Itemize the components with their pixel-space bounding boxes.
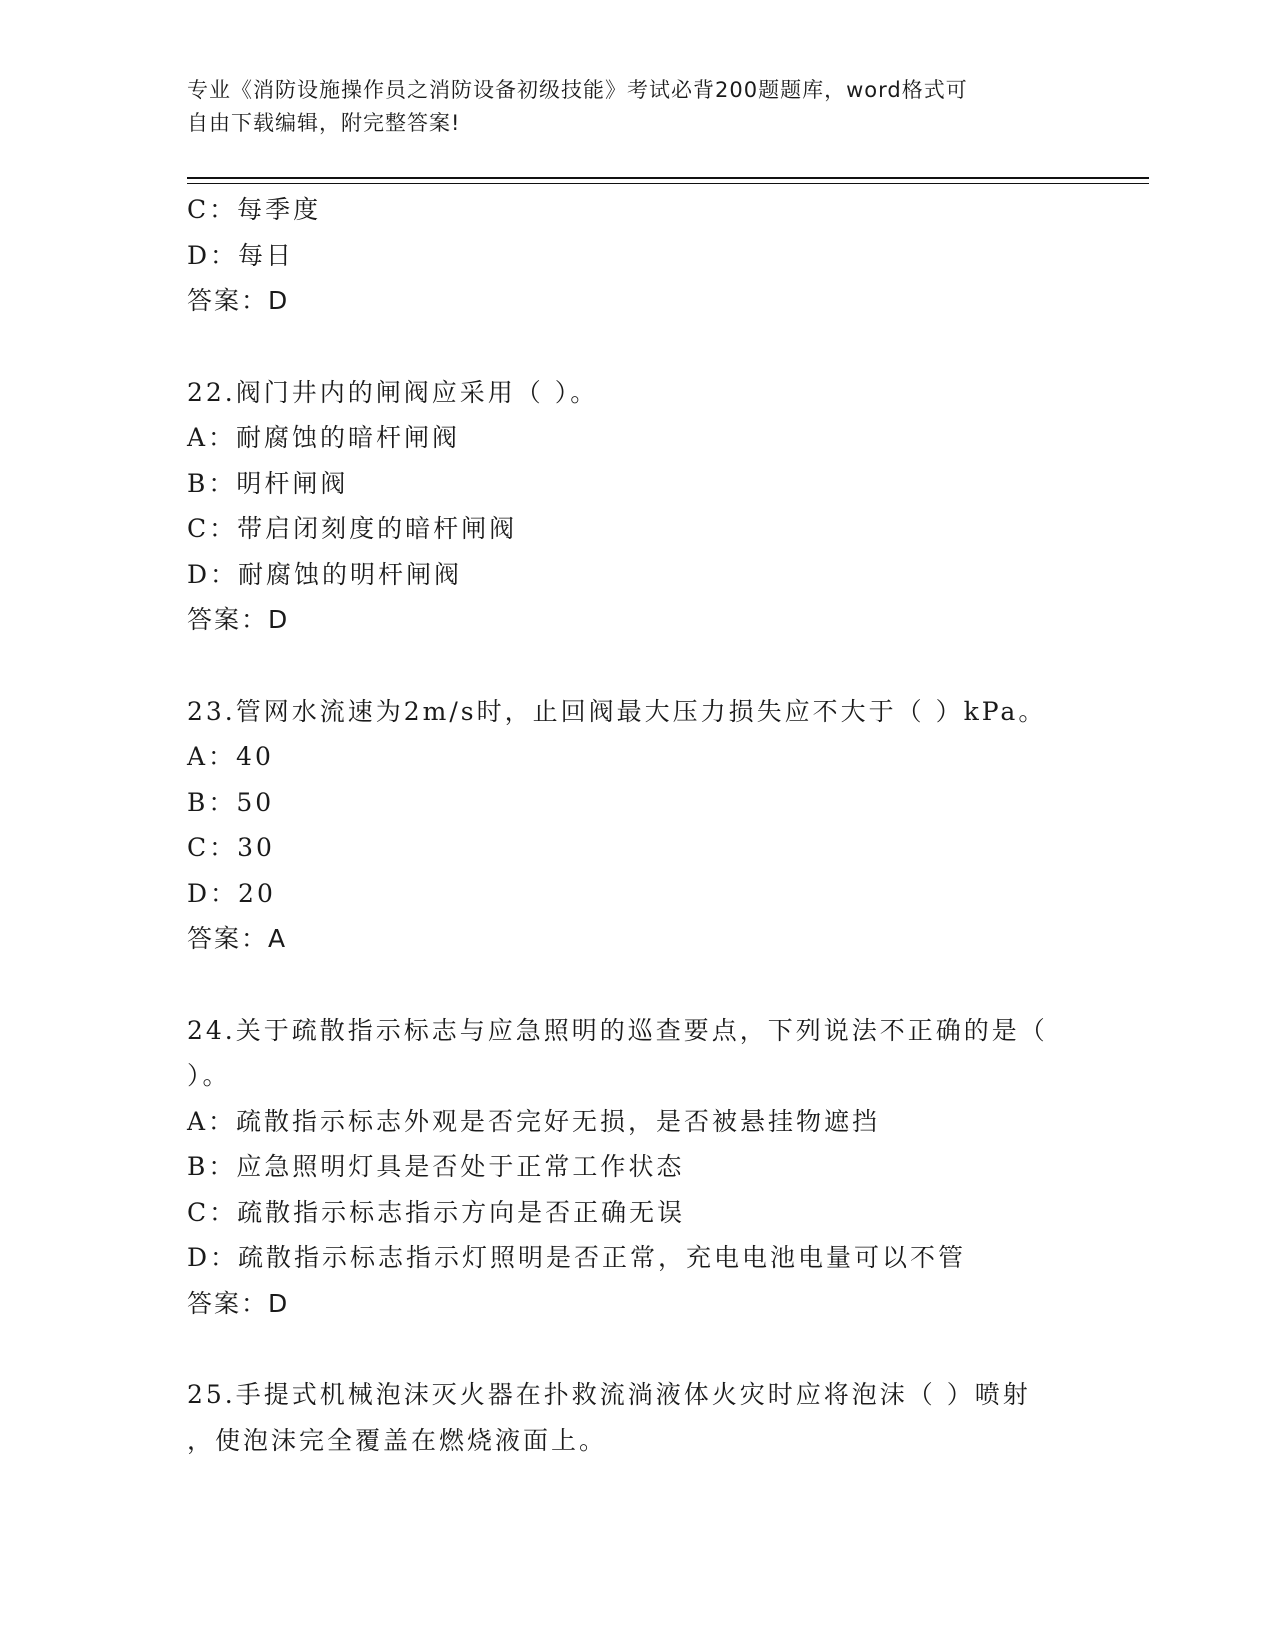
option-d: D：疏散指示标志指示灯照明是否正常，充电电池电量可以不管 — [187, 1243, 967, 1272]
option-c: C：30 — [187, 833, 275, 862]
header-divider-thin — [187, 183, 1149, 184]
spacer — [187, 1326, 1087, 1372]
spacer — [187, 324, 1087, 370]
option-b: B：50 — [187, 787, 275, 817]
answer-line: 答案：D — [187, 1288, 290, 1318]
option-d: D：20 — [187, 878, 276, 908]
question-21-continuation — [187, 187, 1087, 324]
question-23 — [187, 689, 1087, 962]
option-b: B：明杆闸阀 — [187, 468, 349, 498]
option-d: D：耐腐蚀的明杆闸阀 — [187, 559, 463, 589]
question-24 — [187, 1008, 1087, 1327]
question-text: 25.手提式机械泡沫灭火器在扑救流淌液体火灾时应将泡沫（ ）喷射 — [187, 1380, 1031, 1409]
question-25 — [187, 1372, 1087, 1463]
question-text: 23.管网水流速为2m/s时，止回阀最大压力损失应不大于（ ）kPa。 — [187, 696, 1047, 726]
option-a: A：疏散指示标志外观是否完好无损，是否被悬挂物遮挡 — [187, 1106, 881, 1136]
option-c: C：疏散指示标志指示方向是否正确无误 — [187, 1197, 686, 1227]
question-text: 22.阀门井内的闸阀应采用（ ）。 — [187, 377, 599, 407]
document-header — [187, 74, 1067, 140]
header-line-2: 自由下载编辑，附完整答案! — [187, 111, 461, 135]
spacer — [187, 962, 1087, 1008]
question-text-continued: ）。 — [187, 1061, 231, 1090]
option-c: C：带启闭刻度的暗杆闸阀 — [187, 514, 518, 543]
answer-line: 答案：D — [187, 605, 290, 634]
document-body — [187, 187, 1087, 1463]
option-b: B：应急照明灯具是否处于正常工作状态 — [187, 1152, 685, 1181]
question-text: 24.关于疏散指示标志与应急照明的巡查要点，下列说法不正确的是（ — [187, 1015, 1048, 1045]
option-d: D：每日 — [187, 240, 295, 270]
header-line-1: 专业《消防设施操作员之消防设备初级技能》考试必背200题题库，word格式可 — [187, 78, 968, 102]
option-a: A：40 — [187, 742, 274, 771]
header-divider-thick — [187, 177, 1149, 179]
answer-line: 答案：A — [187, 924, 288, 953]
question-text-continued: ，使泡沫完全覆盖在燃烧液面上。 — [187, 1425, 608, 1455]
answer-line: 答案：D — [187, 286, 290, 315]
option-c: C：每季度 — [187, 195, 322, 224]
spacer — [187, 643, 1087, 689]
option-a: A：耐腐蚀的暗杆闸阀 — [187, 423, 461, 452]
question-22 — [187, 370, 1087, 643]
